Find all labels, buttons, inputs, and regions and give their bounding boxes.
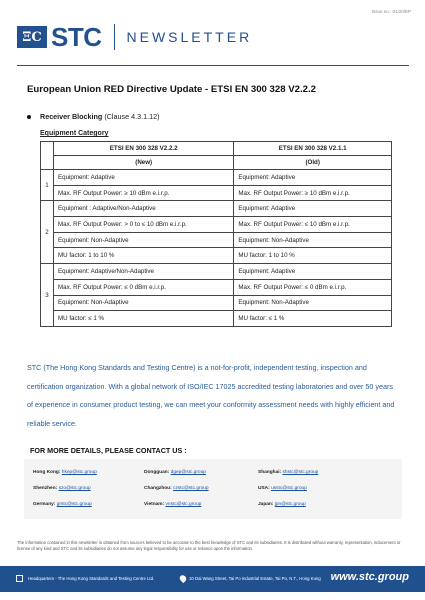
contact-label: Dongguan: bbox=[144, 470, 170, 475]
contact-label: Shanghai: bbox=[258, 470, 282, 475]
table-row bbox=[41, 311, 392, 327]
contact-label: Japan: bbox=[258, 502, 274, 507]
contact-email-link[interactable]: czstc@stc.group bbox=[173, 486, 209, 491]
table-cell: Equipment: Adaptive bbox=[234, 170, 392, 186]
contact-email-link[interactable]: hkep@stc.group bbox=[61, 470, 97, 475]
table-cell: MU factor: ≤ 1 % bbox=[54, 311, 234, 327]
table-cell: Max. RF Output Power: > 0 to ≤ 10 dBm e.i.r.p. bbox=[54, 217, 234, 233]
equipment-category-table bbox=[40, 141, 392, 327]
col-old-header: ETSI EN 300 328 V2.1.1 bbox=[234, 142, 392, 156]
building-icon bbox=[16, 575, 23, 582]
table-cell: MU factor: 1 to 10 % bbox=[234, 248, 392, 264]
header-rule bbox=[17, 65, 409, 66]
contact-label: USA: bbox=[258, 486, 270, 491]
num-header bbox=[41, 142, 54, 170]
contact-label: Germany: bbox=[33, 502, 56, 507]
table-row bbox=[41, 185, 392, 201]
bullet-item bbox=[27, 112, 159, 121]
bullet-icon bbox=[27, 115, 31, 119]
col-old-subheader: (Old) bbox=[234, 156, 392, 170]
contact-label: Shenzhen: bbox=[33, 486, 58, 491]
col-new-subheader: (New) bbox=[54, 156, 234, 170]
table-cell: Equipment: Adaptive bbox=[54, 170, 234, 186]
disclaimer-text: The information contained in this newsletter is obtained from sources believed to be accurate to the best knowledge of STC and its subsidiaries. It is distributed without warranty, representation, inducement or license of any kind and STC and its subsidiaries do not assume any legal responsibility for use or reliance upon the information. bbox=[17, 540, 401, 552]
table-row bbox=[41, 248, 392, 264]
table-cell: MU factor: ≤ 1 % bbox=[234, 311, 392, 327]
contact-email-link[interactable]: shstc@stc.group bbox=[282, 470, 319, 475]
table-title: Equipment Category bbox=[40, 130, 109, 137]
about-paragraph: STC (The Hong Kong Standards and Testing Centre) is a not-for-profit, independent testing, inspection and certification organization. With a global network of ISO/IEC 17025 accredited testing laboratories and over 50 years of experience in consumer product testing, we can meet your conformity assessment needs with highly efficient and reliable service. bbox=[27, 363, 395, 428]
contact-item bbox=[33, 502, 92, 507]
table-cell: Equipment: Non-Adaptive bbox=[54, 232, 234, 248]
newsletter-label: NEWSLETTER bbox=[126, 29, 253, 45]
footer-headquarters: Headquarters - The Hong Kong Standards and Testing Centre Ltd. bbox=[28, 576, 155, 581]
contact-email-link[interactable]: grstc@stc.group bbox=[56, 502, 92, 507]
row-number: 3 bbox=[41, 264, 54, 327]
contact-item bbox=[144, 502, 201, 507]
contact-item bbox=[258, 502, 306, 507]
table-row bbox=[41, 295, 392, 311]
table-cell: Equipment: Non-Adaptive bbox=[54, 295, 234, 311]
table-cell: Equipment: Adaptive bbox=[234, 264, 392, 280]
table-cell: MU factor: 1 to 10 % bbox=[54, 248, 234, 264]
table-cell: Max. RF Output Power: ≤ 0 dBm e.i.r.p. bbox=[234, 279, 392, 295]
location-pin-icon bbox=[178, 574, 187, 583]
contact-item bbox=[33, 486, 91, 491]
contact-email-link[interactable]: jpn@stc.group bbox=[274, 502, 306, 507]
contact-email-link[interactable]: usstc@stc.group bbox=[271, 486, 307, 491]
contact-item bbox=[258, 486, 307, 491]
table-row bbox=[41, 217, 392, 233]
contact-item bbox=[33, 470, 97, 475]
table-cell: Max. RF Output Power: ≤ 0 dBm e.i.r.p. bbox=[54, 279, 234, 295]
contact-email-link[interactable]: szo@stc.group bbox=[58, 486, 91, 491]
table-cell: Equipment : Adaptive/Non-Adaptive bbox=[54, 201, 234, 217]
table-row bbox=[41, 201, 392, 217]
row-number: 1 bbox=[41, 170, 54, 201]
contact-email-link[interactable]: vnstc@stc.group bbox=[165, 502, 202, 507]
contact-label: Hong Kong: bbox=[33, 470, 61, 475]
table-row bbox=[41, 170, 392, 186]
bullet-clause: (Clause 4.3.1.12) bbox=[102, 112, 160, 121]
table-row bbox=[41, 232, 392, 248]
article-title: European Union RED Directive Update - ETSI EN 300 328 V2.2.2 bbox=[27, 84, 316, 95]
table-cell: Equipment: Adaptive bbox=[234, 201, 392, 217]
table-cell: Equipment: Non-Adaptive bbox=[234, 232, 392, 248]
stc-logo bbox=[17, 24, 252, 50]
table-header-row bbox=[41, 142, 392, 156]
contact-label: Vietnam: bbox=[144, 502, 165, 507]
table-subheader-row bbox=[41, 156, 392, 170]
issue-number: Issue no.: 01/20/EP bbox=[371, 9, 411, 14]
row-number: 2 bbox=[41, 201, 54, 264]
table-cell: Max. RF Output Power: ≥ 10 dBm e.i.r.p. bbox=[234, 185, 392, 201]
footer-bar bbox=[0, 566, 425, 592]
col-new-header: ETSI EN 300 328 V2.2.2 bbox=[54, 142, 234, 156]
contact-title: FOR MORE DETAILS, PLEASE CONTACT US : bbox=[30, 446, 187, 455]
bullet-label: Receiver Blocking bbox=[40, 112, 103, 121]
logo-text: STC bbox=[51, 22, 102, 52]
contact-email-link[interactable]: dgep@stc.group bbox=[170, 470, 206, 475]
table-row bbox=[41, 279, 392, 295]
contact-item bbox=[144, 470, 206, 475]
table-cell: Max. RF Output Power: ≤ 10 dBm e.i.r.p. bbox=[234, 217, 392, 233]
contact-item bbox=[258, 470, 318, 475]
table-cell: Equipment: Non-Adaptive bbox=[234, 295, 392, 311]
stc-logo-mark: ΞC bbox=[17, 26, 47, 48]
logo-divider bbox=[114, 24, 115, 50]
contact-label: Changzhou: bbox=[144, 486, 172, 491]
contact-box bbox=[24, 459, 402, 519]
table-cell: Max. RF Output Power: ≥ 10 dBm e.i.r.p. bbox=[54, 185, 234, 201]
footer-address: 10 Dai Wang Street, Tai Po Industrial Estate, Tai Po, N.T., Hong Kong bbox=[189, 576, 321, 581]
contact-item bbox=[144, 486, 209, 491]
footer-website-link[interactable]: www.stc.group bbox=[330, 571, 409, 583]
table-cell: Equipment: Adaptive/Non-Adaptive bbox=[54, 264, 234, 280]
table-row bbox=[41, 264, 392, 280]
